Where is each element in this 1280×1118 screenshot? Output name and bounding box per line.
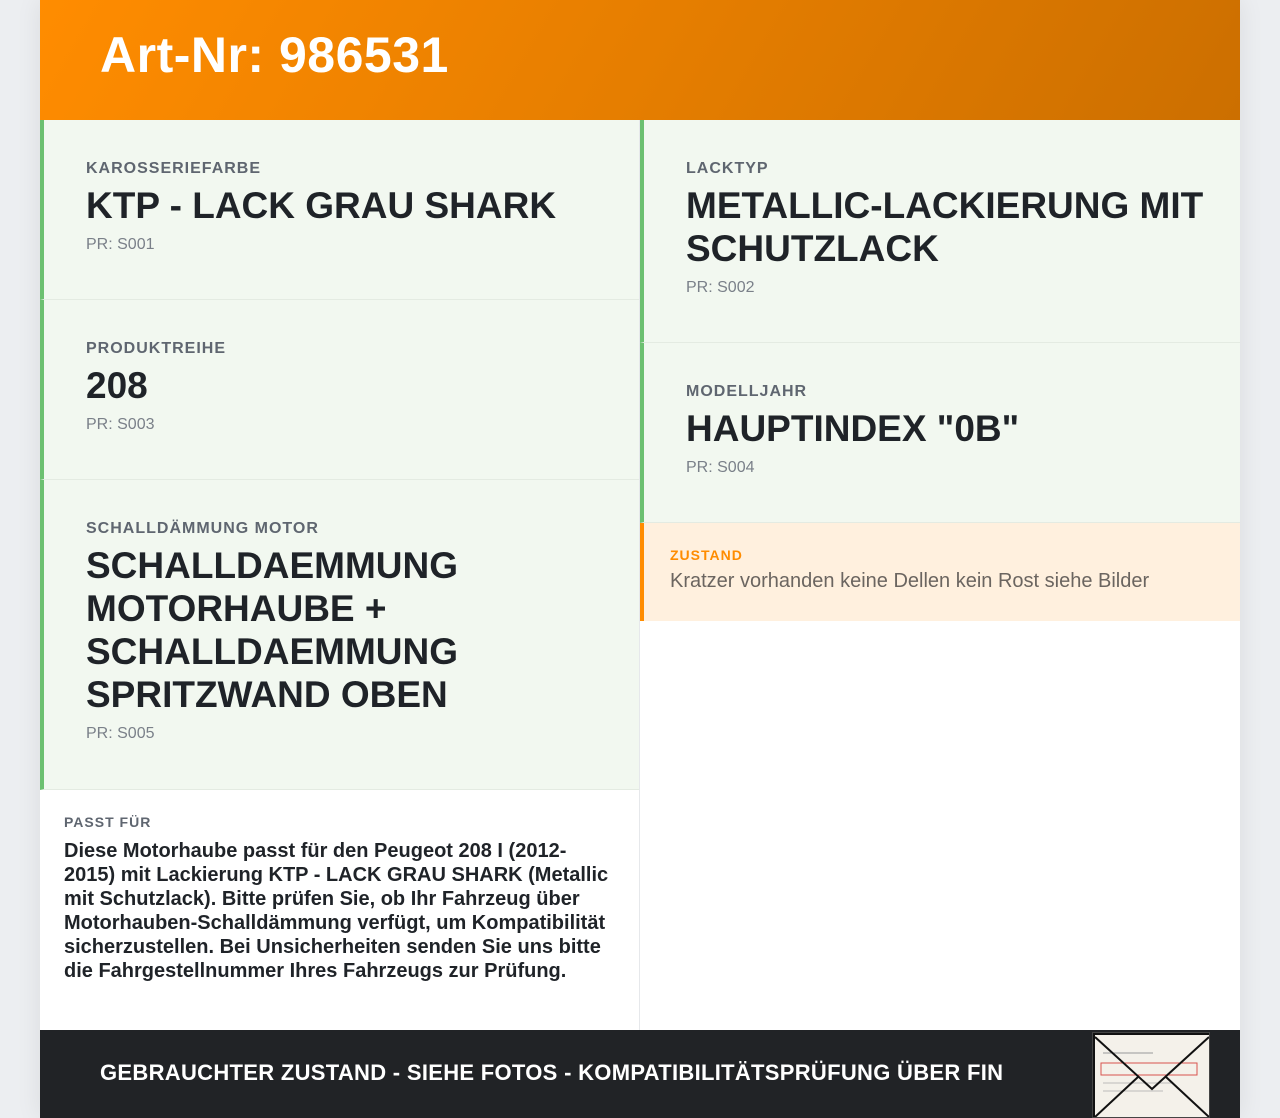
spec-pr-code: PR: S001 [86, 236, 155, 253]
spec-grid [40, 120, 1240, 1030]
footer-bar [40, 1030, 1240, 1118]
spec-card-product-line [40, 300, 639, 480]
spec-card-body-color [40, 120, 639, 300]
footer-text: GEBRAUCHTER ZUSTAND - SIEHE FOTOS - KOMPATIBILITÄTSPRÜFUNG ÜBER FIN [100, 1060, 1004, 1085]
spec-label: LACKTYP [686, 160, 769, 177]
condition-text: Kratzer vorhanden keine Dellen kein Rost siehe Bilder [670, 570, 1150, 592]
spec-label: PRODUKTREIHE [86, 340, 227, 357]
spec-column-left [40, 120, 640, 1030]
spec-card-paint-type [640, 120, 1240, 343]
spec-column-right [640, 120, 1240, 1030]
fitment-text: Diese Motorhaube passt für den Peugeot 208 I (2012-2015) mit Lackierung KTP - LACK GRAU SHARK (Metallic mit Schutzlack). Bitte prüfen Sie, ob Ihr Fahrzeug über Motorhauben-Schalldämmung verfügt, um Kompatibilität sicherzustellen. Bei Unsicherheiten senden Sie uns bitte die Fahrgestellnummer Ihres Fahrzeugs zur Prüfung. [64, 840, 609, 982]
condition-label: ZUSTAND [670, 547, 743, 563]
spec-pr-code: PR: S003 [86, 416, 155, 433]
condition-box [640, 523, 1240, 621]
spec-card-sound-insulation [40, 480, 639, 790]
fitment-label: PASST FÜR [64, 814, 152, 830]
spec-pr-code: PR: S005 [86, 725, 155, 742]
spec-pr-code: PR: S004 [686, 459, 755, 476]
spec-card-model-year [640, 343, 1240, 523]
spec-value: SCHALLDAEMMUNG MOTORHAUBE + SCHALLDAEMMUNG SPRITZWAND OBEN [86, 545, 459, 715]
spec-label: SCHALLDÄMMUNG MOTOR [86, 520, 319, 537]
fitment-section [40, 790, 640, 983]
envelope-document-icon[interactable] [1092, 1032, 1210, 1118]
listing-sheet [40, 0, 1240, 1118]
spec-value: 208 [86, 365, 148, 406]
spec-label: KAROSSERIEFARBE [86, 160, 262, 177]
article-header [40, 0, 1240, 120]
spec-label: MODELLJAHR [686, 383, 808, 400]
article-number-title: Art-Nr: 986531 [100, 27, 449, 83]
spec-value: METALLIC-LACKIERUNG MIT SCHUTZLACK [686, 185, 1204, 269]
spec-value: HAUPTINDEX "0B" [686, 408, 1020, 449]
spec-pr-code: PR: S002 [686, 279, 755, 296]
spec-value: KTP - LACK GRAU SHARK [86, 185, 557, 226]
